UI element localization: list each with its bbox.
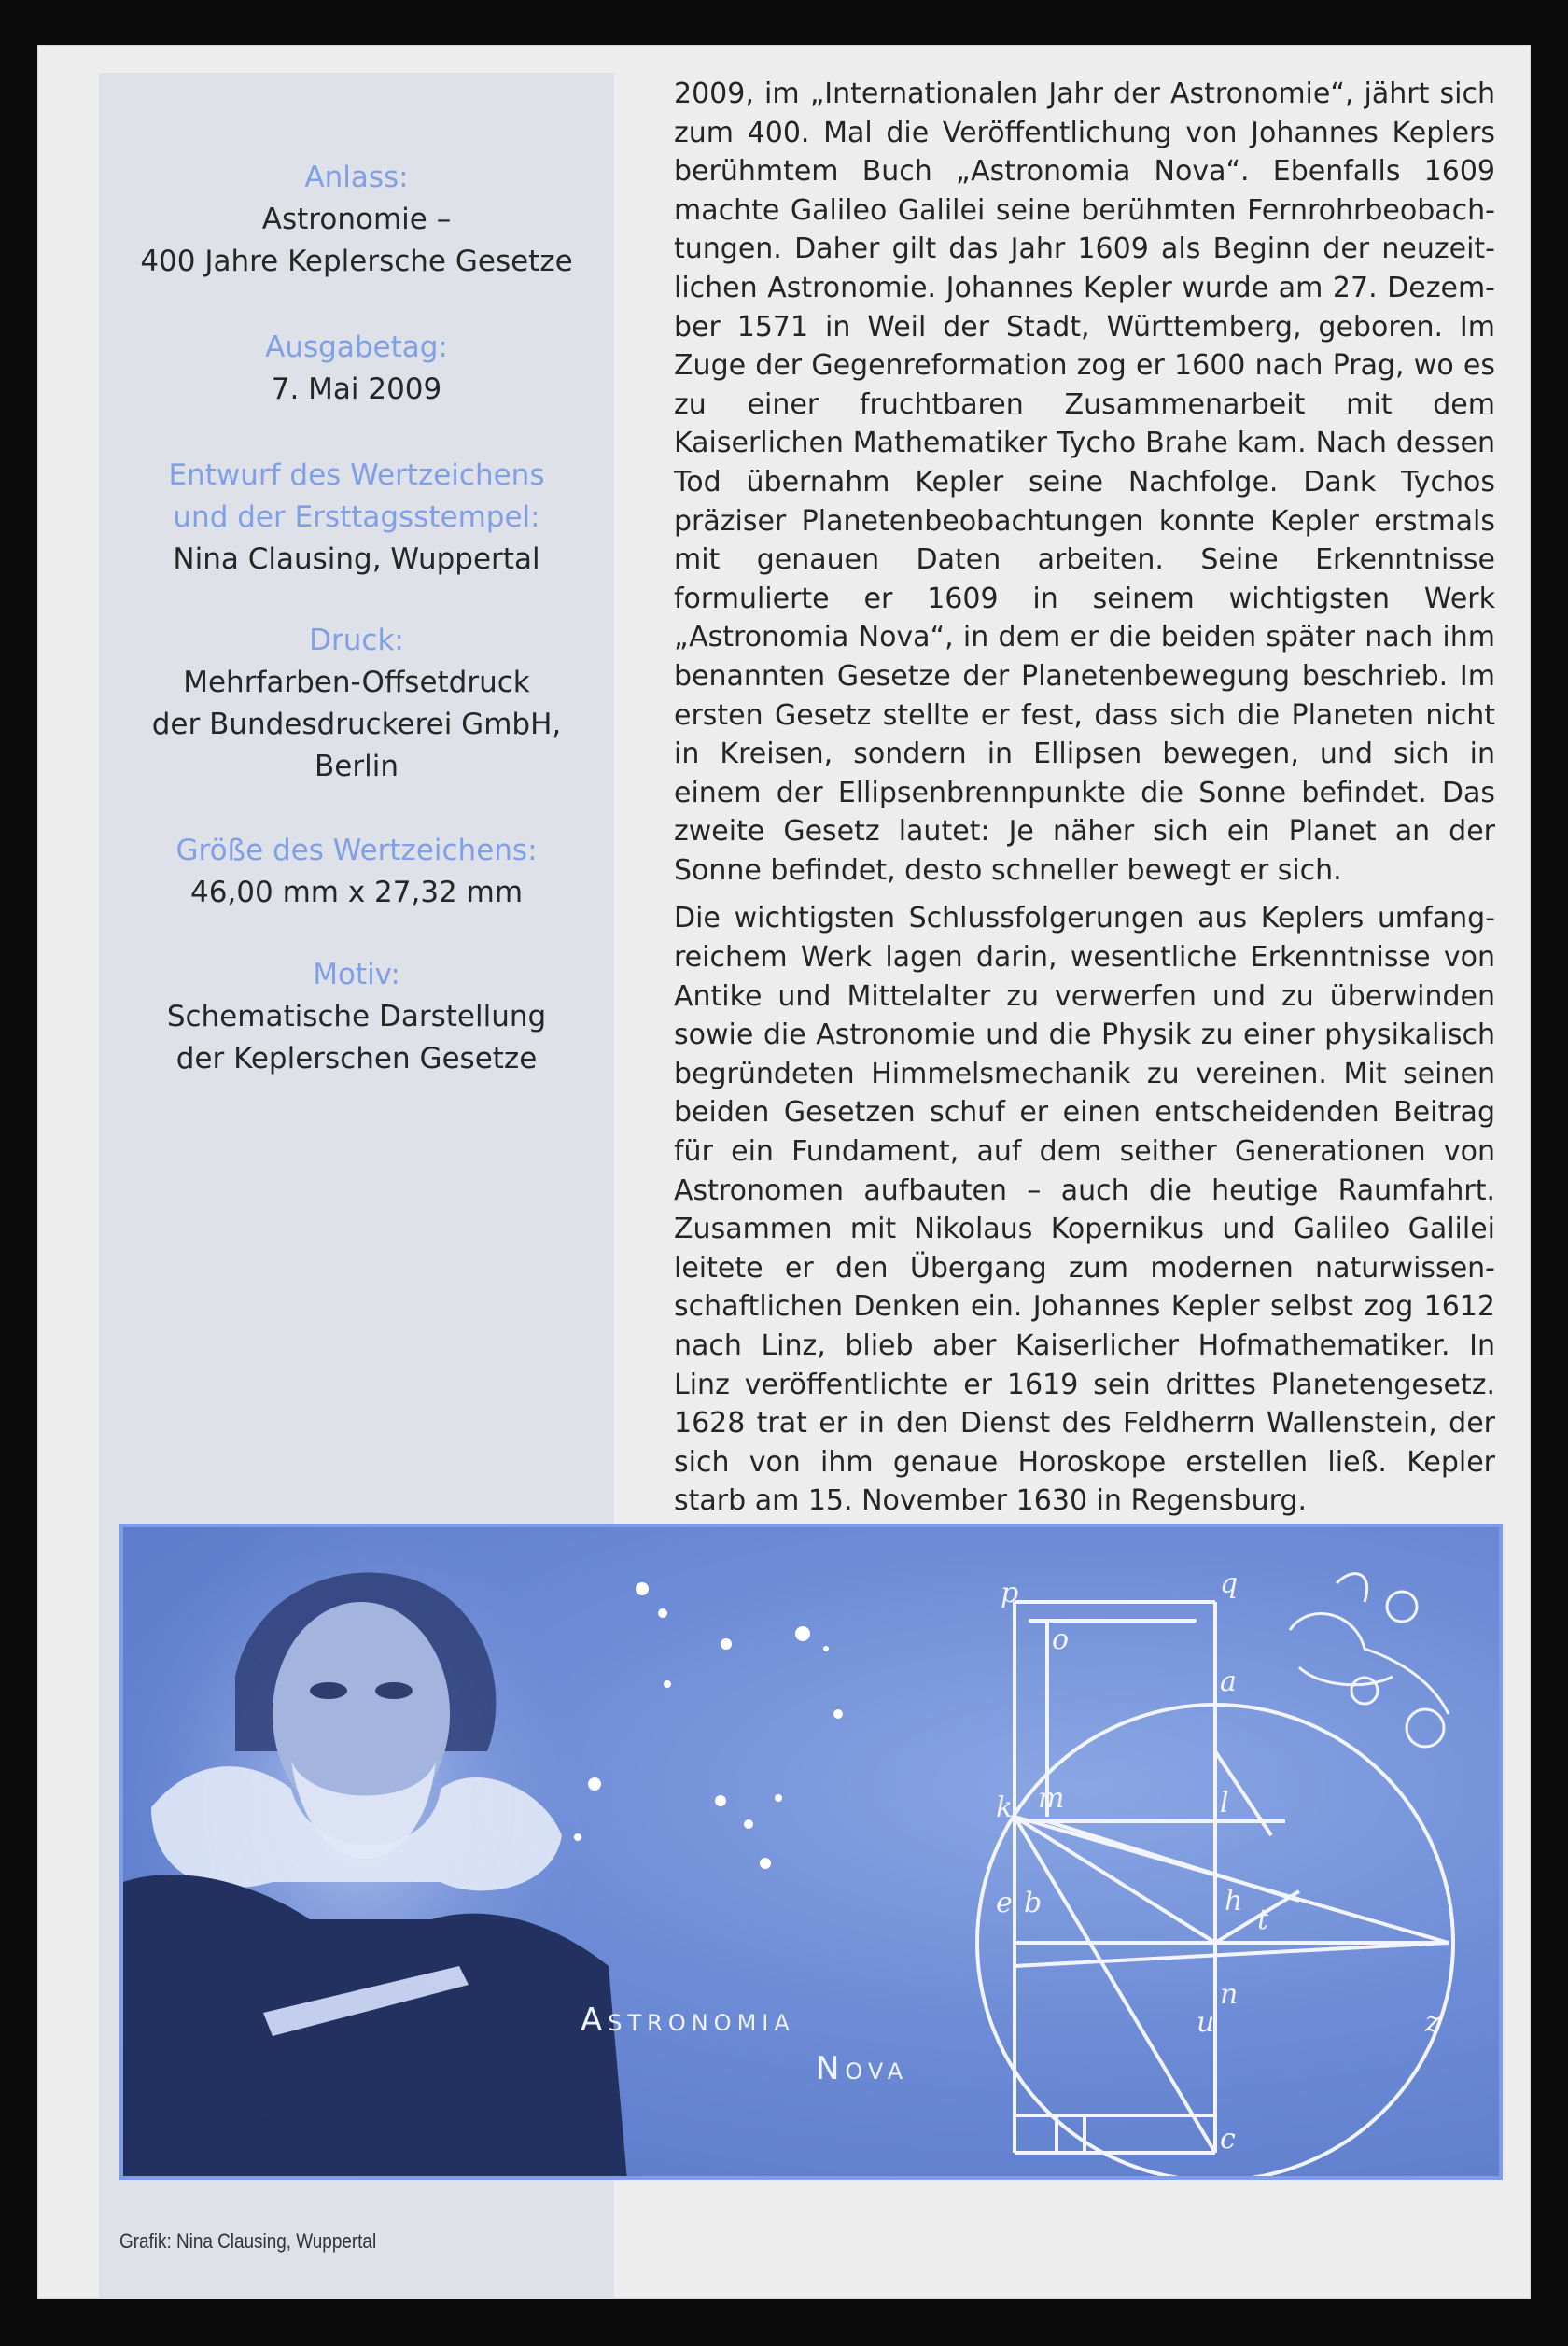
- info-value: 46,00 mm x 27,32 mm: [189, 876, 524, 909]
- banner-title-line1: Astronomia: [581, 2002, 795, 2039]
- diagram-letter: p: [1001, 1577, 1019, 1609]
- info-label: Ausgabetag:: [265, 330, 448, 364]
- diagram-letter: a: [1220, 1665, 1237, 1698]
- info-stamp-size: [99, 830, 614, 914]
- info-label: Entwurf des Wertzeichens und der Ersttagsstempel:: [168, 458, 545, 534]
- diagram-letters: [996, 1567, 1440, 2156]
- graphic-credit: Grafik: Nina Clausing, Wuppertal: [119, 2229, 377, 2253]
- kepler-portrait: [123, 1527, 627, 2176]
- diagram-letter: n: [1220, 1978, 1239, 2011]
- diagram-letter: c: [1220, 2123, 1236, 2156]
- info-motif: [99, 954, 614, 1080]
- diagram-letter: l: [1220, 1787, 1229, 1819]
- orbit-diagram: [977, 1602, 1453, 2176]
- diagram-letter: o: [1052, 1623, 1070, 1656]
- info-value: Astronomie – 400 Jahre Keplersche Gesetze: [140, 203, 573, 278]
- article-text: [674, 75, 1495, 1530]
- banner-title-line2: Nova: [816, 2050, 909, 2087]
- diagram-letter: m: [1038, 1782, 1065, 1815]
- info-value: Nina Clausing, Wuppertal: [173, 542, 540, 576]
- stars: [574, 1582, 843, 1869]
- info-occasion: [99, 157, 614, 283]
- info-value: 7. Mai 2009: [271, 372, 442, 406]
- diagram-letter: t: [1257, 1903, 1269, 1936]
- chariot-figure: [1290, 1574, 1449, 1747]
- astronomia-nova-banner: [119, 1524, 1503, 2180]
- diagram-letter: q: [1220, 1567, 1239, 1600]
- diagram-letter: b: [1024, 1887, 1043, 1919]
- info-design: [99, 455, 614, 581]
- diagram-letter: k: [996, 1791, 1014, 1824]
- article-paragraph: 2009, im „Internationalen Jahr der Astronomie“, jährt sich zum 400. Mal die Veröffentlichung von Johannes Keplers berühmtem Buch „Astronomia Nova“. Ebenfalls 1609 machte Galileo Galilei seine berühmten Fernrohrbeobachtungen. Daher gilt das Jahr 1609 als Beginn der neuzeitlichen Astronomie. Johannes Kepler wurde am 27. Dezember 1571 in Weil der Stadt, Württemberg, geboren. Im Zuge der Gegenreformation zog er 1600 nach Prag, wo es zu einer fruchtbaren Zusammenarbeit mit dem Kaiserlichen Mathematiker Tycho Brahe kam. Nach dessen Tod übernahm Kepler seine Nachfolge. Dank Tychos präziser Planetenbeobachtungen konnte Kepler erstmals mit genauen Daten arbeiten. Seine Erkenntnisse formulierte er 1609 in seinem wichtigsten Werk „Astronomia Nova“, in dem er die beiden später nach ihm benannten Gesetze der Planetenbewegung beschrieb. Im ersten Gesetz stellte er fest, dass sich die Planeten nicht in Kreisen, sondern in Ellipsen bewegen, und sich in einem der Ellipsenbrennpunkte die Sonne befindet. Das zweite Gesetz lautet: Je näher sich ein Planet an der Sonne befindet, desto schneller bewegt er sich.: [674, 77, 1495, 887]
- info-issue-date: [99, 327, 614, 411]
- info-label: Anlass:: [304, 161, 409, 194]
- info-label: Druck:: [309, 624, 404, 657]
- diagram-letter: u: [1197, 2006, 1215, 2039]
- banner-illustration: [123, 1527, 1499, 2176]
- info-value: Schematische Darstellung der Keplerschen Gesetze: [166, 1000, 547, 1075]
- article-paragraph: Die wichtigsten Schlussfolgerungen aus Keplers umfangreichem Werk lagen darin, wesentliche Erkenntnisse von Antike und Mittelalter zu verwerfen und zu überwinden sowie die Astronomie und die Physik zu einer physikalisch begründeten Himmelsmechanik zu vereinen. Mit seinen beiden Gesetzen schuf er einen entscheidenden Beitrag für ein Fundament, auf dem seither Generationen von Astronomen aufbauten – auch die heutige Raumfahrt. Zusammen mit Nikolaus Kopernikus und Galileo Galilei leitete er den Übergang zum modernen naturwissenschaftlichen Denken ein. Johannes Kepler selbst zog 1612 nach Linz, blieb aber Kaiserlicher Hofmathematiker. In Linz veröffentlichte er 1619 sein drittes Planetengesetz. 1628 trat er in den Dienst des Feldherrn Wallenstein, der sich von ihm genaue Horoskope erstellen ließ. Kepler starb am 15. November 1630 in Regensburg.: [674, 902, 1495, 1518]
- info-label: Größe des Wertzeichens:: [175, 834, 538, 867]
- info-value: Mehrfarben-Offsetdruck der Bundesdruckerei GmbH, Berlin: [151, 666, 562, 783]
- diagram-letter: e: [996, 1887, 1013, 1919]
- info-label: Motiv:: [313, 958, 400, 991]
- diagram-letter: h: [1225, 1885, 1243, 1918]
- diagram-letter: z: [1425, 2006, 1440, 2039]
- info-print: [99, 620, 614, 788]
